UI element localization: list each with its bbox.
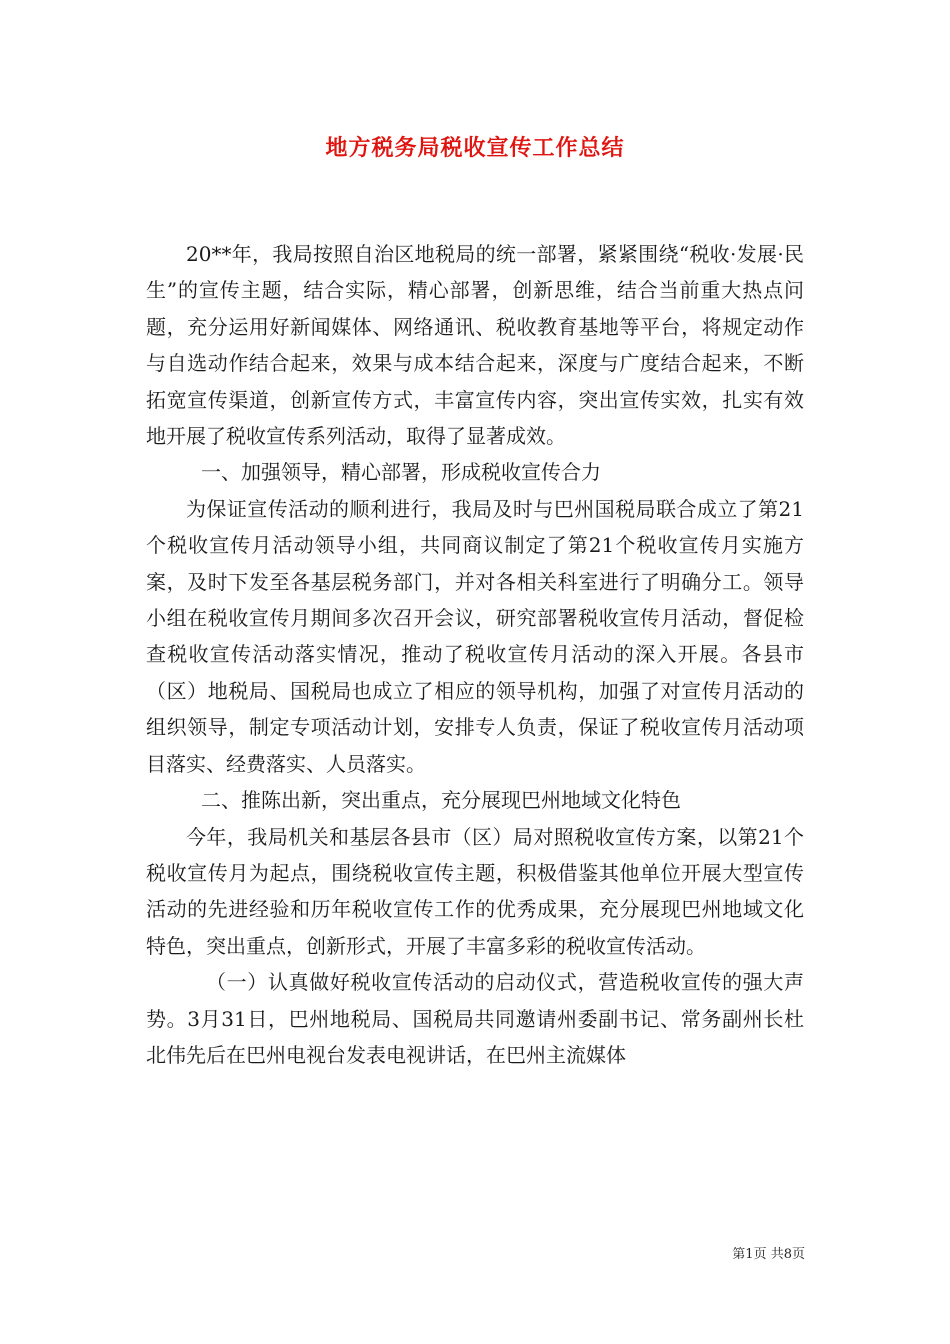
document-body	[146, 236, 804, 1073]
paragraph-intro: 20**年，我局按照自治区地税局的统一部署，紧紧围绕“税收·发展·民生”的宣传主题，结合实际，精心部署，创新思维，结合当前重大热点问题，充分运用好新闻媒体、网络通讯、税收教育基地等平台，将规定动作与自选动作结合起来，效果与成本结合起来，深度与广度结合起来，不断拓宽宣传渠道，创新宣传方式，丰富宣传内容，突出宣传实效，扎实有效地开展了税收宣传系列活动，取得了显著成效。	[146, 242, 804, 449]
paragraph-section-2: 今年，我局机关和基层各县市（区）局对照税收宣传方案，以第21个税收宣传月为起点，围绕税收宣传主题，积极借鉴其他单位开展大型宣传活动的先进经验和历年税收宣传工作的优秀成果，充分展现巴州地域文化特色，突出重点，创新形式，开展了丰富多彩的税收宣传活动。	[146, 824, 804, 958]
page-mid: 页 共	[753, 1247, 784, 1262]
page-prefix: 第	[732, 1247, 746, 1262]
section-heading-1: 一、加强领导，精心部署，形成税收宣传合力	[201, 460, 601, 485]
section-heading-2: 二、推陈出新，突出重点，充分展现巴州地域文化特色	[201, 788, 681, 813]
page-suffix: 页	[791, 1247, 805, 1262]
page-number	[0, 1246, 805, 1264]
document-title: 地方税务局税收宣传工作总结	[325, 135, 625, 161]
page-current: 1	[745, 1247, 754, 1262]
paragraph-section-1: 为保证宣传活动的顺利进行，我局及时与巴州国税局联合成立了第21个税收宣传月活动领导小组，共同商议制定了第21个税收宣传月实施方案，及时下发至各基层税务部门，并对各相关科室进行了明确分工。领导小组在税收宣传月期间多次召开会议，研究部署税收宣传月活动，督促检查税收宣传活动落实情况，推动了税收宣传月活动的深入开展。各县市（区）地税局、国税局也成立了相应的领导机构，加强了对宣传月活动的组织领导，制定专项活动计划，安排专人负责，保证了税收宣传月活动项目落实、经费落实、人员落实。	[146, 496, 804, 776]
page-total: 8	[783, 1247, 792, 1262]
paragraph-subsection-1: （一）认真做好税收宣传活动的启动仪式，营造税收宣传的强大声势。3月31日，巴州地税局、国税局共同邀请州委副书记、常务副州长杜北伟先后在巴州电视台发表电视讲话，在巴州主流媒体	[146, 970, 804, 1067]
